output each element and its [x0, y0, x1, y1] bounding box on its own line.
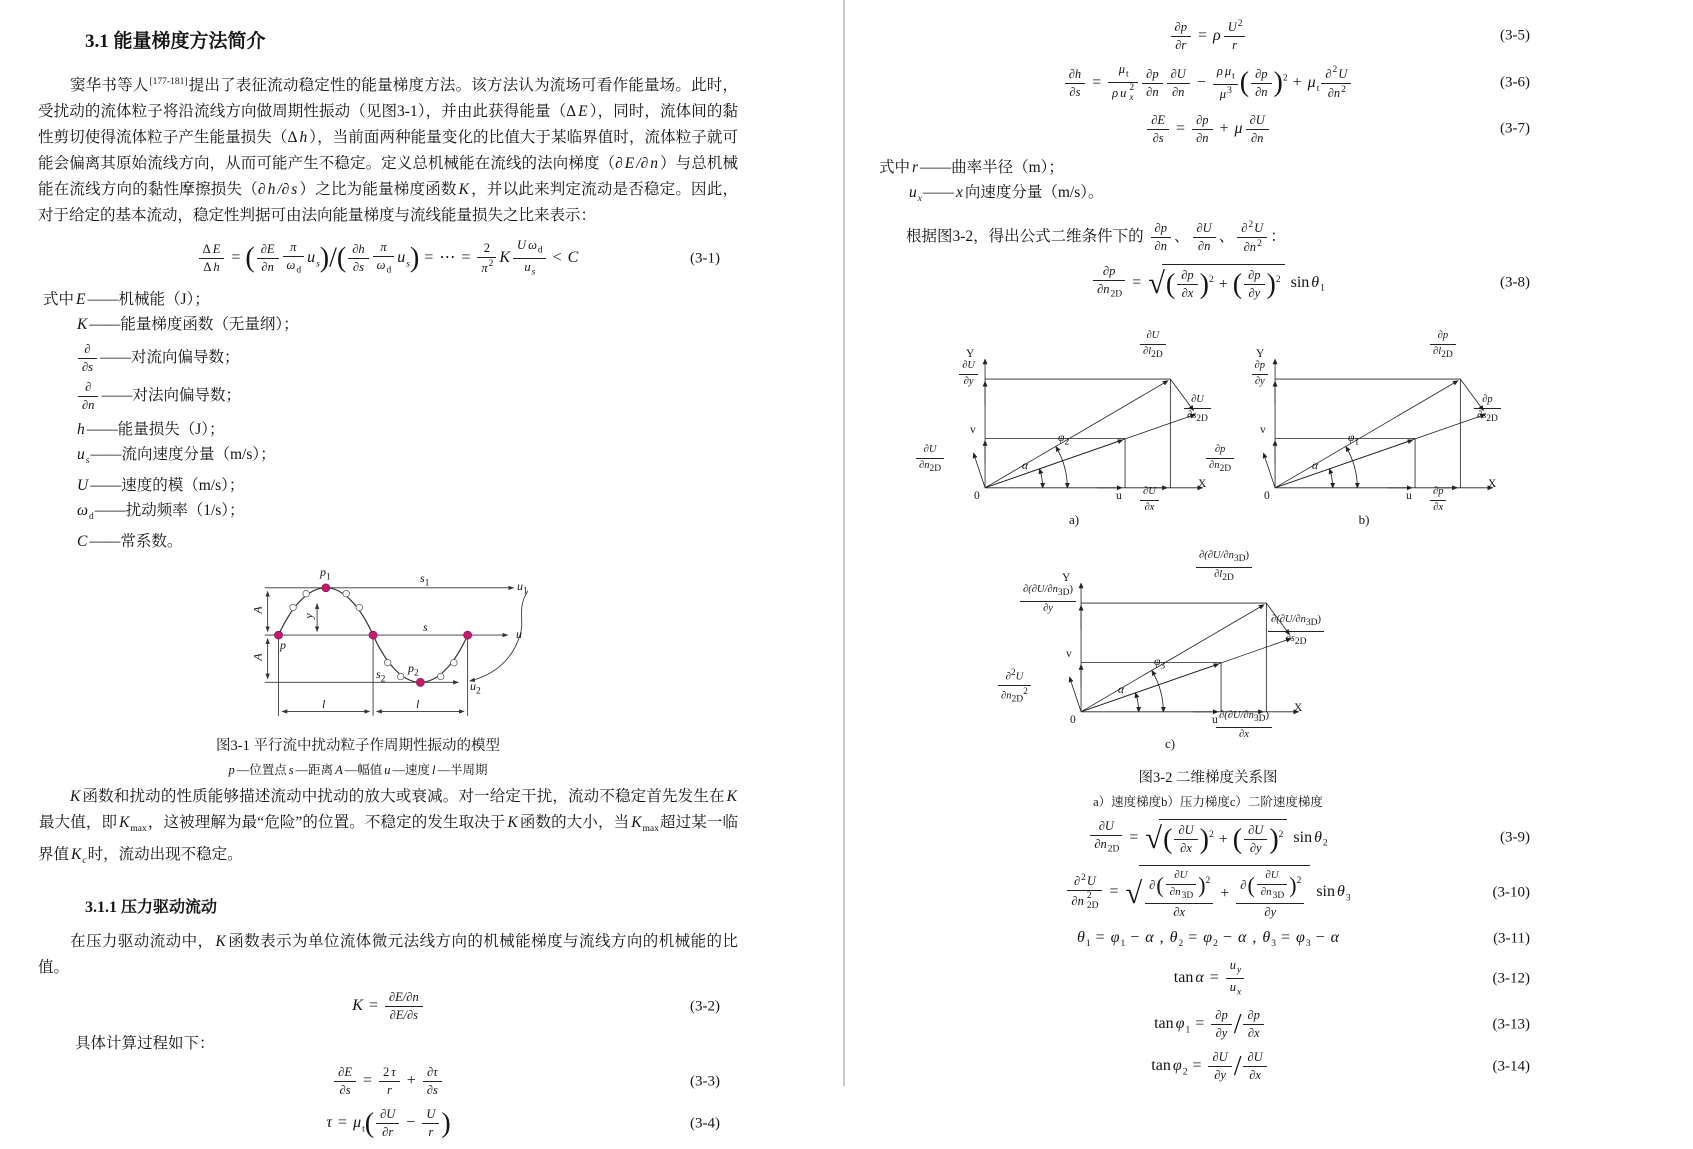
gradient-s-label: $\frac{\partial(\partial U/\partial n_{3D})}{\partial s_{2D}}$ [1266, 614, 1326, 648]
gradient-n-label: $\frac{\partial^2U}{\partial n_{2D}^2}$ [996, 668, 1033, 706]
equation-3-2 [38, 990, 738, 1023]
origin-label: 0 [1264, 490, 1270, 503]
definition-item: $\frac{\partial}{\partial n}$ ——对法向偏导数； [38, 380, 738, 413]
paragraph-intro: 窦华书等人[177-181]提出了表征流动稳定性的能量梯度方法。该方法认为流场可看作能量场。此时，受扰动的流体粒子将沿流线方向做周期性振动（见图3-1），并由此获得能量（Δ E ），同时，流体间的黏性剪切使得流体粒子产生能量损失（Δ h ），当前面两种能量变化的比值大于某临界值时，流体粒子就可能会偏离其原始流线方向，从而可能产生不稳定。定义总机械能在流线的法向梯度（∂ E /∂ n ）与总机械能在流线方向的黏性摩擦损失（∂ h /∂ s ）之比为能量梯度函数 K ，并以此来判定流动是否稳定。因此，对于给定的基本流动，稳定性判据可由法向能量梯度与流线能量损失之比来表示： [38, 77, 738, 225]
fig31-label-p1: $p_1$ [320, 565, 331, 583]
figure-3-2-caption: 图3-2 二维梯度关系图 [1138, 770, 1278, 787]
formula-3-12: tan α = $\frac{u_y}{u_x}$ [1170, 958, 1246, 999]
fig31-label-u2: $u_2$ [470, 679, 481, 697]
fig31-label-l-left: l [322, 697, 326, 712]
figure-3-1-caption: 图3-1 平行流中扰动粒子作周期性振动的模型 [216, 738, 500, 755]
equation-number: (3-12) [1492, 970, 1530, 987]
equation-3-13 [872, 1008, 1544, 1041]
fig31-label-amplitude-bottom: A [250, 653, 265, 661]
angle-alpha-label: α [1022, 460, 1029, 473]
formula-3-2: K = $\frac{\partial E/\partial n}{\partial E/\partial s}$ [351, 990, 424, 1023]
figure-intro-line: 根据图3-2，得出公式二维条件下的 $\frac{\partial p}{\partial n}$ 、 $\frac{\partial U}{\partial n}$ 、 $\frac{\partial^2U}{\partial n^2}$ ： [906, 220, 1286, 255]
definition-item: U ——速度的模（m/s）； [77, 477, 245, 495]
equation-3-8 [872, 264, 1544, 301]
definition-item: 式中 E ——机械能（J）； [43, 290, 210, 308]
formula-3-9: $\frac{\partial U}{\partial n_{2D}}$ = √ ( $\frac{\partial U}{\partial x}$ )$^2$ + ( $\frac{\partial U}{\partial y}$ )$^2$ $\sin \theta_2$ [1088, 819, 1327, 856]
subfigure-a-tag: a) [1068, 512, 1080, 528]
definition-item: $\omega_d——$扰动频率（1/s）； [77, 502, 245, 523]
where-line-r: 式中 r ——曲率半径（m）； [879, 158, 1064, 176]
v-label: v [970, 424, 976, 437]
equation-3-14 [872, 1050, 1544, 1083]
definition-item: h ——能量损失（J）； [77, 420, 225, 438]
paragraph-k-function: K 函数和扰动的性质能够描述流动中扰动的放大或衰减。对一给定干扰，流动不稳定首先发生在 K最大值，即 $K_{max}$，这被理解为最“危险”的位置。不稳定的发生取决于 K 函数的大小，当 $K_{max}$超过某一临界值 $K_c$时，流动出现不稳定。 [38, 788, 738, 867]
origin-label: 0 [1070, 714, 1076, 727]
equation-number: (3-6) [1500, 74, 1530, 91]
figure-3-2-legend: a）速度梯度b）压力梯度c）二阶速度梯度 [1093, 795, 1323, 810]
paragraph-pressure-driven: 在压力驱动流动中， K 函数表示为单位流体微元法线方向的机械能梯度与流线方向的机械能的比值。 [38, 933, 738, 977]
axis-label-y: Y [1062, 572, 1071, 585]
equation-number: (3-13) [1492, 1016, 1530, 1033]
gradient-l-label: $\frac{\partial(\partial U/\partial n_{3D})}{\partial l_{2D}}$ [1194, 550, 1254, 584]
fig31-label-s1: $s_1$ [420, 571, 430, 589]
fig31-label-s: s [423, 620, 428, 635]
equation-number: (3-2) [690, 998, 720, 1015]
fig31-label-u1: $u_1$ [517, 579, 528, 597]
equation-number: (3-11) [1493, 930, 1530, 947]
definition-item: K ——能量梯度函数（无量纲）； [77, 315, 299, 333]
u-label: u [1212, 714, 1218, 727]
equation-3-6 [872, 62, 1544, 104]
formula-3-10: ∂$^2$U ∂n 2 2D = √ ∂( $\frac{\partial U}{\partial n_{3D}}$ )$^2$ ∂x + ∂( $\frac{\partial U}{\partial n_{3D}}$ )$^2$ ∂y $\sin \theta_3$ [1065, 865, 1350, 920]
figure-3-1 [98, 566, 618, 778]
equation-number: (3-9) [1500, 829, 1530, 846]
figure-3-2-row1 [872, 310, 1544, 534]
subfigure-c-tag: c) [1164, 736, 1176, 752]
u-label: u [1406, 490, 1412, 503]
gradient-x-label: $\frac{\partial U}{\partial x}$ [1138, 486, 1161, 514]
equation-3-4 [38, 1107, 738, 1140]
gradient-y-label: $\frac{\partial U}{\partial y}$ [934, 360, 980, 388]
gradient-s-label: $\frac{\partial p}{\partial s_{2D}}$ [1472, 394, 1503, 425]
gradient-x-label: $\frac{\partial(\partial U/\partial n_{3D})}{\partial x}$ [1214, 710, 1274, 741]
subfigure-b-tag: b) [1358, 512, 1370, 528]
angle-alpha-label: α [1312, 460, 1319, 473]
left-page [38, 0, 738, 1149]
gradient-l-label: $\frac{\partial p}{\partial l_{2D}}$ [1428, 330, 1458, 361]
fig31-label-p2: $p_2$ [408, 661, 419, 679]
equation-3-9 [872, 819, 1544, 856]
axis-label-x: X [1198, 478, 1207, 491]
section-heading: 3.1 能量梯度方法简介 [85, 31, 266, 52]
gradient-l-label: $\frac{\partial U}{\partial l_{2D}}$ [1138, 330, 1168, 361]
formula-3-1: $\frac{\text{Δ E}}{\text{Δ h}}$ = ( $\frac{\partial E}{\partial n}$ $\frac{\pi}{\omega_d}$ $u_s)/$( $\frac{\partial h}{\partial s}$ $\frac{\pi}{\omega_d}$ $u_s$) = ⋯ = $\frac{2}{\pi^2}$ K $\frac{U \omega_d}{u_s}$ < C [197, 238, 580, 279]
gradient-n-label: $\frac{\partial p}{\partial n_{2D}}$ [1204, 444, 1236, 475]
sine-wave-svg [208, 566, 528, 726]
calc-line: 具体计算过程如下： [75, 1035, 215, 1053]
definition-item: $\frac{\partial}{\partial s}$ ——对流向偏导数； [38, 342, 738, 375]
figure-3-2a [919, 310, 1214, 532]
origin-label: 0 [974, 490, 980, 503]
formula-3-14: $\tan \varphi_2$ = $\frac{\partial U}{\partial y}$ / $\frac{\partial U}{\partial x}$ [1147, 1050, 1268, 1083]
where-line-ux: $u_x——$ x 向速度分量（m/s）。 [909, 183, 1104, 205]
gradient-s-label: $\frac{\partial U}{\partial s_{2D}}$ [1182, 394, 1213, 425]
equation-3-11 [872, 929, 1544, 949]
fig31-label-y: y [301, 613, 316, 619]
v-label: v [1260, 424, 1266, 437]
u-label: u [1116, 490, 1122, 503]
gradient-n-label: $\frac{\partial U}{\partial n_{2D}}$ [914, 444, 946, 475]
equation-number: (3-7) [1500, 120, 1530, 137]
formula-3-13: $\tan \varphi_1$ = $\frac{\partial p}{\partial y}$ / $\frac{\partial p}{\partial x}$ [1150, 1008, 1266, 1041]
figure-3-1-legend: p —位置点 s —距离 A —幅值 u —速度 l —半周期 [228, 763, 488, 778]
fig31-label-s2: $s_2$ [376, 667, 386, 685]
gradient-x-label: $\frac{\partial p}{\partial x}$ [1428, 486, 1448, 514]
formula-3-5: $\frac{\partial p}{\partial r}$ = ρ $\frac{U^2}{r}$ [1169, 19, 1248, 53]
equation-3-12 [872, 958, 1544, 999]
equation-number: (3-1) [690, 250, 720, 267]
axis-label-y: Y [1256, 348, 1265, 361]
definition-item: $u_s——$流向速度分量（m/s）； [77, 445, 276, 467]
figure-3-2-row2 [872, 534, 1544, 758]
equation-3-5 [872, 19, 1544, 53]
equation-3-10 [872, 865, 1544, 920]
equation-number: (3-3) [690, 1073, 720, 1090]
equation-3-7 [872, 113, 1544, 146]
formula-3-8: $\frac{\partial p}{\partial n_{2D}}$ = √ ( $\frac{\partial p}{\partial x}$ )$^2$ + ( $\frac{\partial p}{\partial y}$ )$^2$ $\sin \theta_1$ [1091, 264, 1325, 301]
angle-phi-label: $\varphi_2$ [1058, 432, 1070, 448]
angle-phi-label: $\varphi_3$ [1154, 656, 1166, 672]
figure-3-1-diagram [208, 566, 528, 726]
figure-3-2b [1209, 310, 1504, 532]
subsection-heading: 3.1.1 压力驱动流动 [85, 899, 218, 917]
angle-phi-label: $\varphi_1$ [1348, 432, 1360, 448]
equation-number: (3-4) [690, 1115, 720, 1132]
formula-3-3: $\frac{\partial E}{\partial s}$ = $\frac{2 \tau}{r}$ + $\frac{\partial\tau}{\partial s}$ [332, 1065, 444, 1098]
equation-number: (3-8) [1500, 274, 1530, 291]
axis-label-x: X [1488, 478, 1497, 491]
formula-3-6: $\frac{\partial h}{\partial s}$ = $\mu_t$ ρ u 2 x $\frac{\partial p}{\partial n}$ $\frac{\partial U}{\partial n}$ − $\frac{\rho \mu_t}{\mu^3}$ ( $\frac{\partial p}{\partial n}$ )$^2 + \mu_t$ $\frac{\partial^2U}{\partial n^2}$ [1063, 62, 1354, 104]
fig31-label-l-right: l [416, 697, 420, 712]
gradient-y-label: $\frac{\partial p}{\partial y}$ [1224, 360, 1270, 388]
fig31-label-p: p [280, 638, 286, 653]
equation-number: (3-5) [1500, 27, 1530, 44]
formula-3-4: $\tau = \mu_t$( $\frac{\partial U}{\partial r}$ − $\frac{U}{r}$ ) [326, 1107, 451, 1140]
v-label: v [1066, 648, 1072, 661]
axis-label-x: X [1294, 702, 1303, 715]
formula-3-7: $\frac{\partial E}{\partial s}$ = $\frac{\partial p}{\partial n}$ + μ $\frac{\partial U}{\partial n}$ [1145, 113, 1271, 146]
page-divider [843, 0, 845, 1086]
figure-3-2c [1001, 534, 1321, 756]
angle-alpha-label: α [1118, 684, 1125, 697]
equation-3-1 [38, 238, 738, 279]
gradient-y-label: $\frac{\partial(\partial U/\partial n_{3D})}{\partial y}$ [974, 584, 1078, 615]
equation-number: (3-14) [1492, 1058, 1530, 1075]
fig31-label-amplitude-top: A [250, 606, 265, 614]
definition-item: C ——常系数。 [77, 533, 183, 551]
fig31-label-u: u [516, 627, 522, 642]
formula-3-11: $\theta_1 = \varphi_1 - \alpha$ , $\theta_2 = \varphi_2 - \alpha$ , $\theta_3 = \varphi_3 - \alpha$ [1076, 929, 1340, 950]
right-page [872, 0, 1544, 1092]
equation-3-3 [38, 1065, 738, 1098]
axis-label-y: Y [966, 348, 975, 361]
equation-number: (3-10) [1492, 884, 1530, 901]
